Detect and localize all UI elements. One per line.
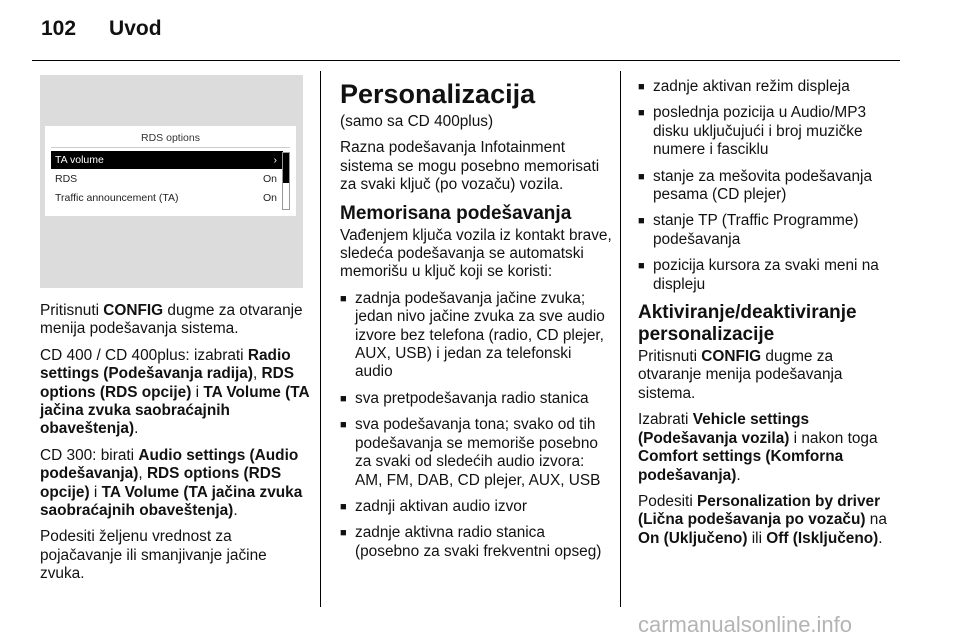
bullet-list — [638, 78, 900, 294]
menu-row-label: TA volume — [55, 154, 104, 166]
menu-row-rds[interactable] — [51, 170, 283, 188]
screen-title: RDS options — [141, 132, 200, 144]
paragraph: Podesiti željenu vrednost za pojačavanje ili smanjivanje jačine zvuka. — [40, 528, 267, 583]
list-item: ■ stanje TP (Traffic Programme) podešavanja — [638, 212, 900, 249]
paragraph: (samo sa CD 400plus) — [340, 113, 494, 130]
paragraph: Podesiti Personalization by driver (Lična podešavanja po vozaču) na On (Uključeno) ili Off (Isključeno). — [638, 492, 887, 547]
column-2 — [340, 78, 612, 569]
list-item: ■ zadnje aktivan režim displeja — [638, 78, 900, 96]
menu-row-label: Traffic announcement (TA) — [55, 192, 179, 204]
column-divider-2 — [620, 71, 621, 607]
rds-options-screenshot — [40, 75, 303, 288]
paragraph: Pritisnuti CONFIG dugme za otvaranje menija podešavanja sistema. — [40, 302, 303, 338]
header-rule — [32, 60, 900, 61]
subheading: Memorisana podešavanja — [340, 202, 572, 224]
menu-row-value: On — [262, 192, 277, 204]
chevron-right-icon: › — [273, 154, 277, 166]
menu-row-traffic-announcement[interactable] — [51, 189, 283, 207]
list-item: ■ stanje za mešovita podešavanja pesama (CD plejer) — [638, 168, 900, 205]
column-divider-1 — [320, 71, 321, 607]
column-1 — [40, 302, 310, 592]
display-screen — [45, 126, 296, 216]
list-item: ■ sva pretpodešavanja radio stanica — [340, 390, 612, 408]
page-number: 102 — [41, 17, 77, 40]
subheading: Aktiviranje/deaktiviranje personalizacije — [638, 302, 857, 346]
scrollbar-thumb — [283, 153, 289, 183]
paragraph: Pritisnuti CONFIG dugme za otvaranje menija podešavanja sistema. — [638, 348, 843, 402]
paragraph: Razna podešavanja Infotainment sistema se mogu posebno memorisati za svaki ključ (po vozaču) vozila. — [340, 139, 600, 194]
list-item: ■ zadnji aktivan audio izvor — [340, 498, 612, 516]
list-item: ■ pozicija kursora za svaki meni na displeju — [638, 257, 900, 294]
section-title: Uvod — [109, 17, 162, 40]
paragraph: Vađenjem ključa vozila iz kontakt brave, sledeća podešavanja se automatski memorišu u ključ koji se koristi: — [340, 226, 612, 281]
menu-row-label: RDS — [55, 173, 78, 185]
menu-row-ta-volume[interactable] — [51, 151, 283, 169]
list-item: ■ poslednja pozicija u Audio/MP3 disku uključujući i broj muzičke numere i fasciklu — [638, 104, 900, 159]
paragraph: CD 300: birati Audio settings (Audio podešavanja), RDS options (RDS opcije) i TA Volume (TA jačina zvuka saobraćajnih obaveštenja). — [40, 446, 303, 520]
watermark: carmanualsonline.info — [638, 612, 853, 637]
screen-divider — [51, 147, 290, 148]
paragraph: CD 400 / CD 400plus: izabrati Radio settings (Podešavanja radija), RDS options (RDS opcije) i TA Volume (TA jačina zvuka saobraćajnih obaveštenja). — [40, 346, 310, 438]
screen-scrollbar — [282, 152, 290, 210]
paragraph: Izabrati Vehicle settings (Podešavanja vozila) i nakon toga Comfort settings (Komforna podešavanja). — [638, 411, 878, 484]
bullet-list — [340, 290, 612, 561]
list-item: ■ zadnje aktivna radio stanica (posebno za svaki frekventni opseg) — [340, 524, 612, 561]
list-item: ■ zadnja podešavanja jačine zvuka; jedan nivo jačine zvuka za sve audio izvore bez telefona (radio, CD plejer, AUX, USB) i jedan za telefonski audio — [340, 290, 612, 382]
page-header — [41, 17, 162, 41]
column-3 — [638, 78, 900, 556]
list-item: ■ sva podešavanja tona; svako od tih podešavanja se memoriše posebno za svaki od sledećih audio izvora: AM, FM, DAB, CD plejer, AUX, USB — [340, 416, 612, 490]
menu-row-value: On — [262, 173, 277, 185]
section-heading: Personalizacija — [340, 79, 536, 109]
